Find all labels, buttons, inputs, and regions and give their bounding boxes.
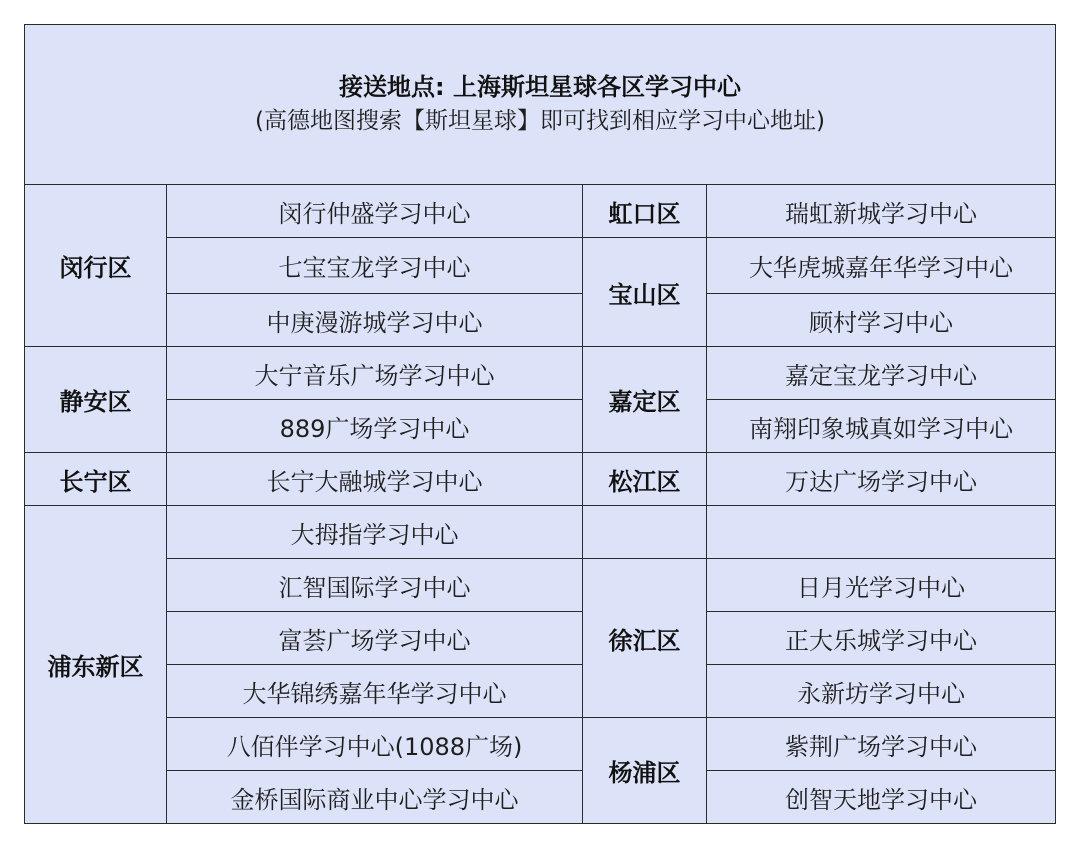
table-row: [25, 559, 1056, 612]
district-pudong: 浦东新区: [25, 506, 167, 824]
table-row: [25, 612, 1056, 665]
center-cell: 大华锦绣嘉年华学习中心: [167, 665, 583, 718]
district-xuhui: 徐汇区: [583, 559, 707, 718]
center-cell: 七宝宝龙学习中心: [167, 238, 583, 294]
center-cell: 嘉定宝龙学习中心: [707, 347, 1056, 400]
header-cell: [25, 25, 1056, 185]
locations-table: [24, 24, 1056, 824]
center-cell: 大宁音乐广场学习中心: [167, 347, 583, 400]
center-cell: 永新坊学习中心: [707, 665, 1056, 718]
table-row: [25, 453, 1056, 506]
page-subtitle: (高德地图搜索【斯坦星球】即可找到相应学习中心地址): [255, 108, 825, 135]
center-cell: 瑞虹新城学习中心: [707, 185, 1056, 238]
center-cell: 南翔印象城真如学习中心: [707, 400, 1056, 453]
page-title: 接送地点: 上海斯坦星球各区学习中心: [339, 73, 741, 102]
table-row: [25, 718, 1056, 771]
center-cell: 大华虎城嘉年华学习中心: [707, 238, 1056, 294]
district-songjiang: 松江区: [583, 453, 707, 506]
center-cell: 闵行仲盛学习中心: [167, 185, 583, 238]
center-cell: 紫荆广场学习中心: [707, 718, 1056, 771]
table-row: [25, 294, 1056, 347]
center-cell: 汇智国际学习中心: [167, 559, 583, 612]
district-jiading: 嘉定区: [583, 347, 707, 453]
table-row: [25, 400, 1056, 453]
district-hongkou: 虹口区: [583, 185, 707, 238]
center-cell: 顾村学习中心: [707, 294, 1056, 347]
center-cell: 中庚漫游城学习中心: [167, 294, 583, 347]
table-row: [25, 185, 1056, 238]
center-cell: 日月光学习中心: [707, 559, 1056, 612]
district-jingan: 静安区: [25, 347, 167, 453]
table-row: [25, 238, 1056, 294]
center-cell: 金桥国际商业中心学习中心: [167, 771, 583, 824]
table-row: [25, 347, 1056, 400]
table-row: [25, 665, 1056, 718]
header-row: [25, 25, 1056, 185]
center-cell: 创智天地学习中心: [707, 771, 1056, 824]
center-cell: 富荟广场学习中心: [167, 612, 583, 665]
district-changning: 长宁区: [25, 453, 167, 506]
empty-cell: [583, 506, 707, 559]
center-cell: 大拇指学习中心: [167, 506, 583, 559]
table-row: [25, 506, 1056, 559]
center-cell: 八佰伴学习中心(1088广场): [167, 718, 583, 771]
center-cell: 长宁大融城学习中心: [167, 453, 583, 506]
district-yangpu: 杨浦区: [583, 718, 707, 824]
district-baoshan: 宝山区: [583, 238, 707, 347]
table-row: [25, 771, 1056, 824]
center-cell: 889广场学习中心: [167, 400, 583, 453]
district-minhang: 闵行区: [25, 185, 167, 347]
center-cell: [707, 506, 1056, 559]
center-cell: 万达广场学习中心: [707, 453, 1056, 506]
center-cell: 正大乐城学习中心: [707, 612, 1056, 665]
